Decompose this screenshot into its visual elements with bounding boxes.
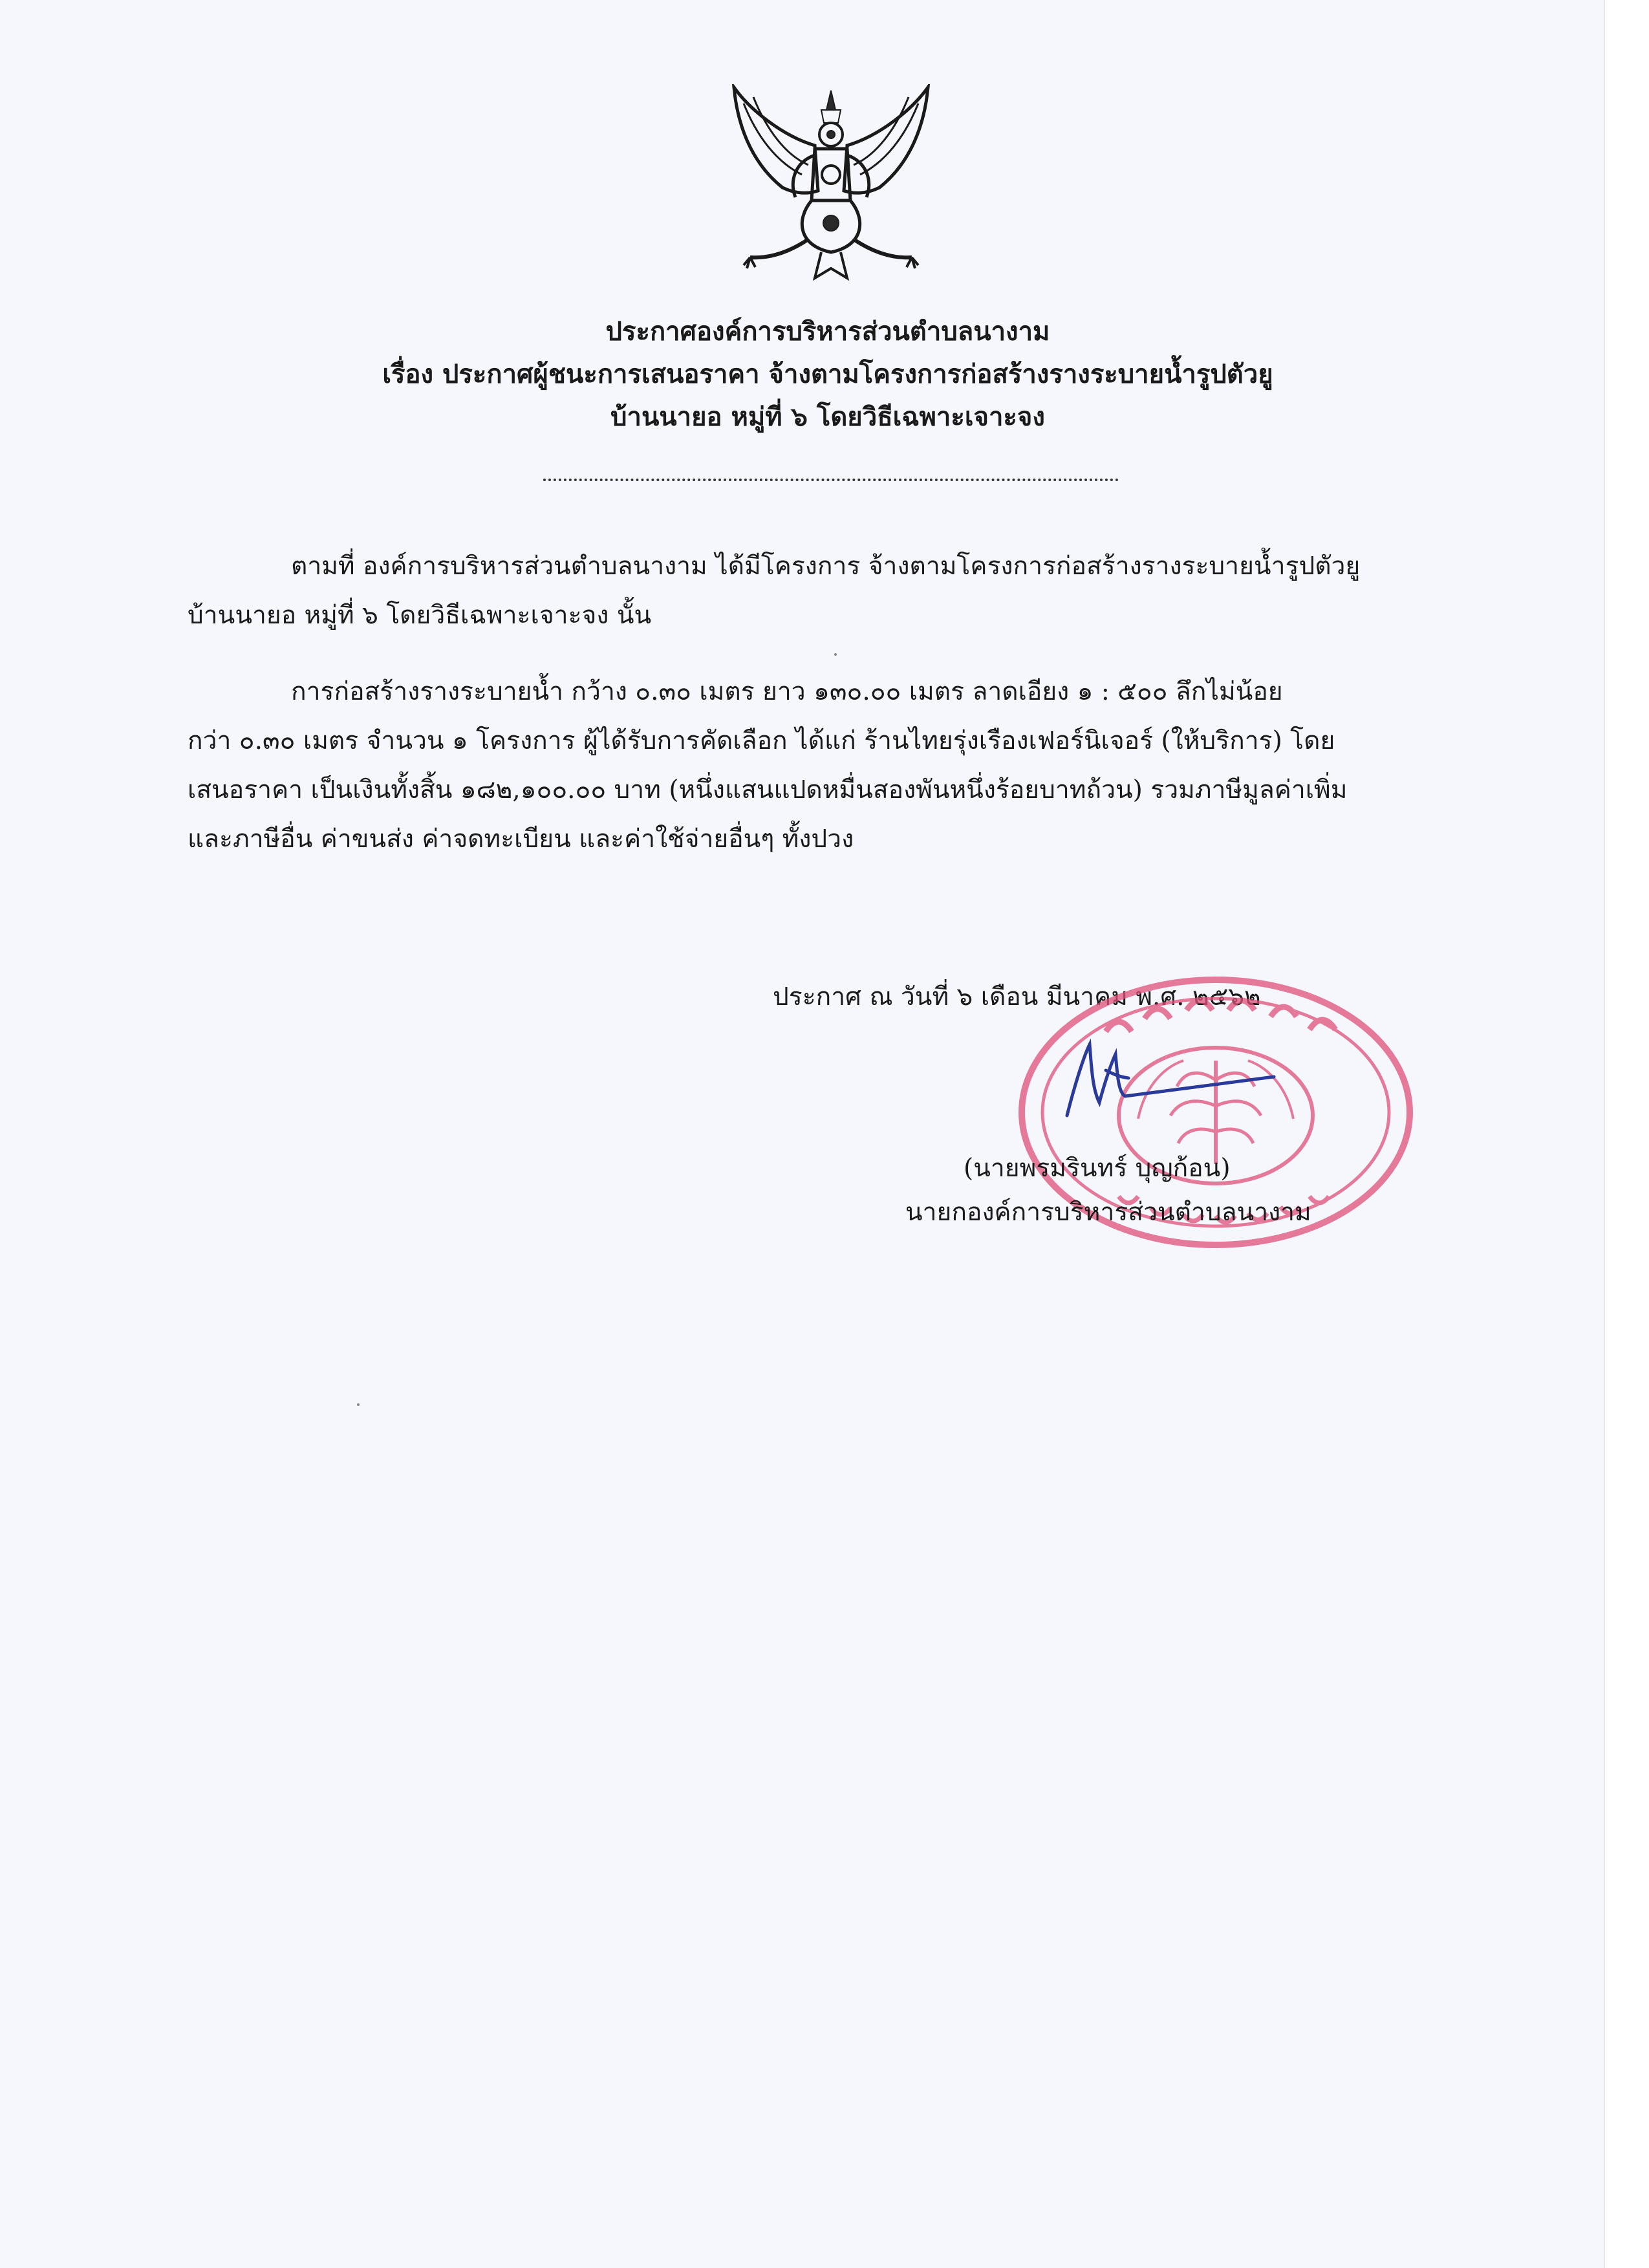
paragraph-1-line-2: บ้านนายอ หมู่ที่ ๖ โดยวิธีเฉพาะเจาะจง นั้น [188,601,652,630]
signer-position: นายกองค์การบริหารส่วนตำบลนางาม [905,1198,1311,1227]
paragraph-1-line-1: ตามที่ องค์การบริหารส่วนตำบลนางาม ได้มีโครงการ จ้างตามโครงการก่อสร้างรางระบายน้ำรูปตัวยู [291,552,1361,581]
announcement-title [194,310,1461,438]
handwritten-signature-icon [1054,1031,1287,1122]
paragraph-2 [188,667,1461,864]
title-line-1: ประกาศองค์การบริหารส่วนตำบลนางาม [605,316,1050,347]
scan-margin [1604,0,1649,2268]
paragraph-2-line-4: และภาษีอื่น ค่าขนส่ง ค่าจดทะเบียน และค่าใช้จ่ายอื่นๆ ทั้งปวง [188,825,854,854]
title-line-2: เรื่อง ประกาศผู้ชนะการเสนอราคา จ้างตามโครงการก่อสร้างรางระบายน้ำรูปตัวยู [382,359,1273,389]
scan-speck [834,653,837,656]
announcement-date: ประกาศ ณ วันที่ ๖ เดือน มีนาคม พ.ศ. ๒๕๖๒ [773,982,1261,1011]
paragraph-1 [188,542,1461,640]
signer-name: (นายพรมรินทร์ บุญก้อน) [964,1154,1231,1183]
paragraph-2-line-2: กว่า ๐.๓๐ เมตร จำนวน ๑ โครงการ ผู้ได้รับการคัดเลือก ได้แก่ ร้านไทยรุ่งเรืองเฟอร์นิเจอร์ (ให้บริการ) โดย [188,726,1335,755]
garuda-emblem-icon [724,84,938,291]
paragraph-2-line-1: การก่อสร้างรางระบายน้ำ กว้าง ๐.๓๐ เมตร ยาว ๑๓๐.๐๐ เมตร ลาดเอียง ๑ : ๕๐๐ ลึกไม่น้อย [291,677,1283,706]
scan-speck [357,1403,360,1406]
title-line-3: บ้านนายอ หมู่ที่ ๖ โดยวิธีเฉพาะเจาะจง [610,402,1045,432]
dotted-divider [543,479,1119,481]
paragraph-2-line-3: เสนอราคา เป็นเงินทั้งสิ้น ๑๘๒,๑๐๐.๐๐ บาท (หนึ่งแสนแปดหมื่นสองพันหนึ่งร้อยบาทถ้วน) รวมภาษีมูลค่าเพิ่ม [188,775,1348,805]
